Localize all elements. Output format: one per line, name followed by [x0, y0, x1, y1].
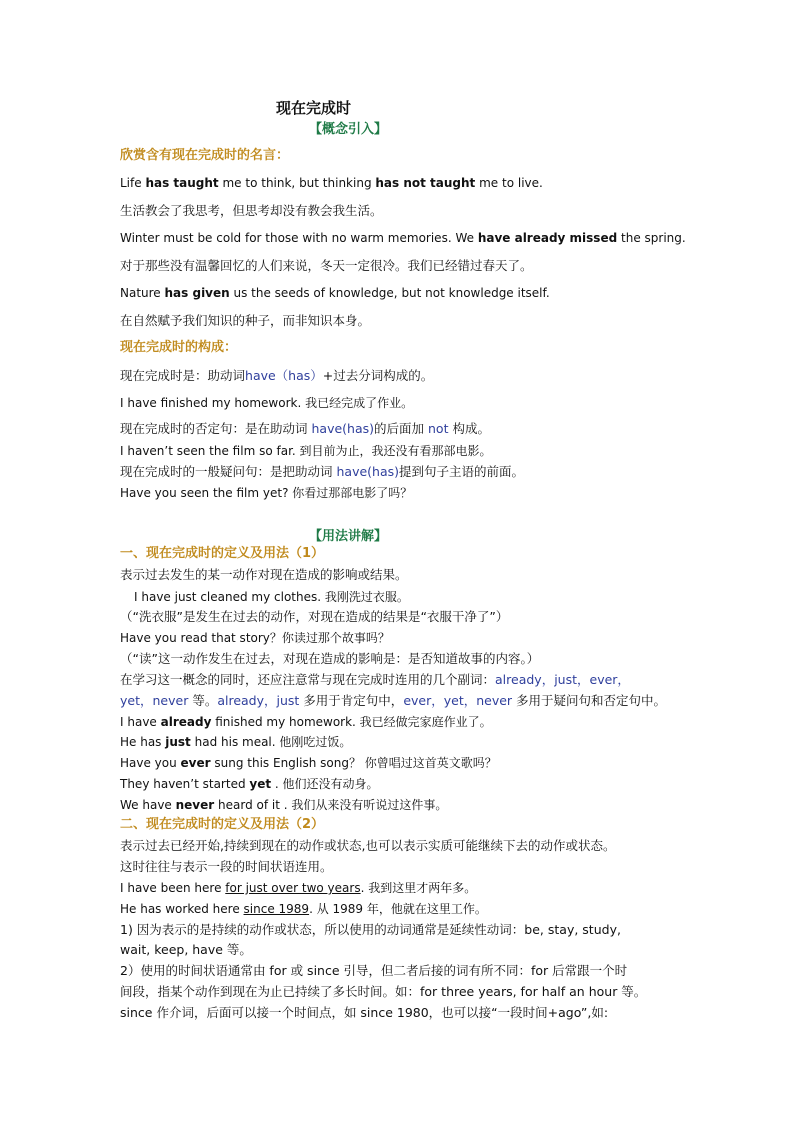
- usage-1-line-2: I have just cleaned my clothes. 我刚洗过衣服。: [134, 590, 409, 604]
- usage-2-line-5: 1) 因为表示的是持续的动作或状态，所以使用的动词通常是延续性动词：be, stay, study,: [120, 922, 621, 937]
- usage-1-line-12: We have never heard of it . 我们从来没有听说过这件事。: [120, 798, 448, 812]
- section-usage: 【用法讲解】: [309, 529, 388, 544]
- usage-1-line-11: They haven’t started yet . 他们还没有动身。: [120, 777, 379, 791]
- usage-1-line-10: Have you ever sung this English song？ 你曾唱过这首英文歌吗？: [120, 756, 497, 770]
- quote-2: Winter must be cold for those with no warm memories. We have already missed the spring.: [120, 231, 686, 245]
- usage-1-line-6: 在学习这一概念的同时，还应注意常与现在完成时连用的几个副词：already，just，ever，: [120, 672, 630, 687]
- usage-1-line-5: （“读”这一动作发生在过去，对现在造成的影响是：是否知道故事的内容。）: [120, 651, 540, 666]
- usage-2-line-9: since 作介词，后面可以接一个时间点，如 since 1980，也可以接“一段时间+ago”,如:: [120, 1005, 609, 1020]
- usage-2-line-1: 表示过去已经开始,持续到现在的动作或状态,也可以表示实质可能继续下去的动作或状态。: [120, 838, 616, 853]
- usage-2-line-2: 这时往往与表示一段的时间状语连用。: [120, 859, 333, 874]
- form-line-3: 现在完成时的否定句：是在助动词 have(has)的后面加 not 构成。: [120, 421, 490, 436]
- page-title: 现在完成时: [276, 99, 352, 117]
- usage-1-line-9: He has just had his meal. 他刚吃过饭。: [120, 735, 352, 749]
- form-line-4: I haven’t seen the film so far. 到目前为止，我还没有看那部电影。: [120, 444, 492, 458]
- form-line-5: 现在完成时的一般疑问句：是把助动词 have(has)提到句子主语的前面。: [120, 464, 525, 479]
- usage-1-line-7: yet，never 等。already，just 多用于肯定句中，ever，yet，never 多用于疑问句和否定句中。: [120, 693, 667, 708]
- usage-1-line-3: （“洗衣服”是发生在过去的动作，对现在造成的结果是“衣服干净了”）: [120, 609, 509, 624]
- quotes-heading: 欣赏含有现在完成时的名言：: [120, 148, 290, 163]
- usage-1-line-1: 表示过去发生的某一动作对现在造成的影响或结果。: [120, 567, 408, 582]
- usage-2-line-8: 间段，指某个动作到现在为止已持续了多长时间。如：for three years, for half an hour 等。: [120, 984, 647, 999]
- usage-2-line-4: He has worked here since 1989. 从 1989 年，他就在这里工作。: [120, 902, 487, 916]
- usage-2-line-6: wait, keep, have 等。: [120, 942, 252, 957]
- section-concept-intro: 【概念引入】: [309, 122, 388, 137]
- usage-1-heading: 一、现在完成时的定义及用法（1）: [120, 546, 325, 561]
- quote-3-translation: 在自然赋予我们知识的种子，而非知识本身。: [120, 313, 371, 328]
- usage-1-line-4: Have you read that story？你读过那个故事吗？: [120, 631, 390, 645]
- quote-1: Life has taught me to think, but thinking has not taught me to live.: [120, 176, 543, 190]
- usage-1-line-8: I have already finished my homework. 我已经做完家庭作业了。: [120, 715, 492, 729]
- usage-2-line-7: 2）使用的时间状语通常由 for 或 since 引导，但二者后接的词有所不同：for 后常跟一个时: [120, 963, 628, 978]
- usage-2-line-3: I have been here for just over two years. 我到这里才两年多。: [120, 881, 477, 895]
- form-heading: 现在完成时的构成：: [120, 340, 238, 355]
- form-line-1: 现在完成时是：助动词have（has）+过去分词构成的。: [120, 368, 434, 383]
- form-line-2: I have finished my homework. 我已经完成了作业。: [120, 396, 414, 410]
- usage-2-heading: 二、现在完成时的定义及用法（2）: [120, 817, 325, 832]
- form-line-6: Have you seen the film yet? 你看过那部电影了吗？: [120, 486, 413, 500]
- quote-1-translation: 生活教会了我思考，但思考却没有教会我生活。: [120, 203, 383, 218]
- quote-3: Nature has given us the seeds of knowledge, but not knowledge itself.: [120, 286, 550, 300]
- quote-2-translation: 对于那些没有温馨回忆的人们来说，冬天一定很冷。我们已经错过春天了。: [120, 258, 533, 273]
